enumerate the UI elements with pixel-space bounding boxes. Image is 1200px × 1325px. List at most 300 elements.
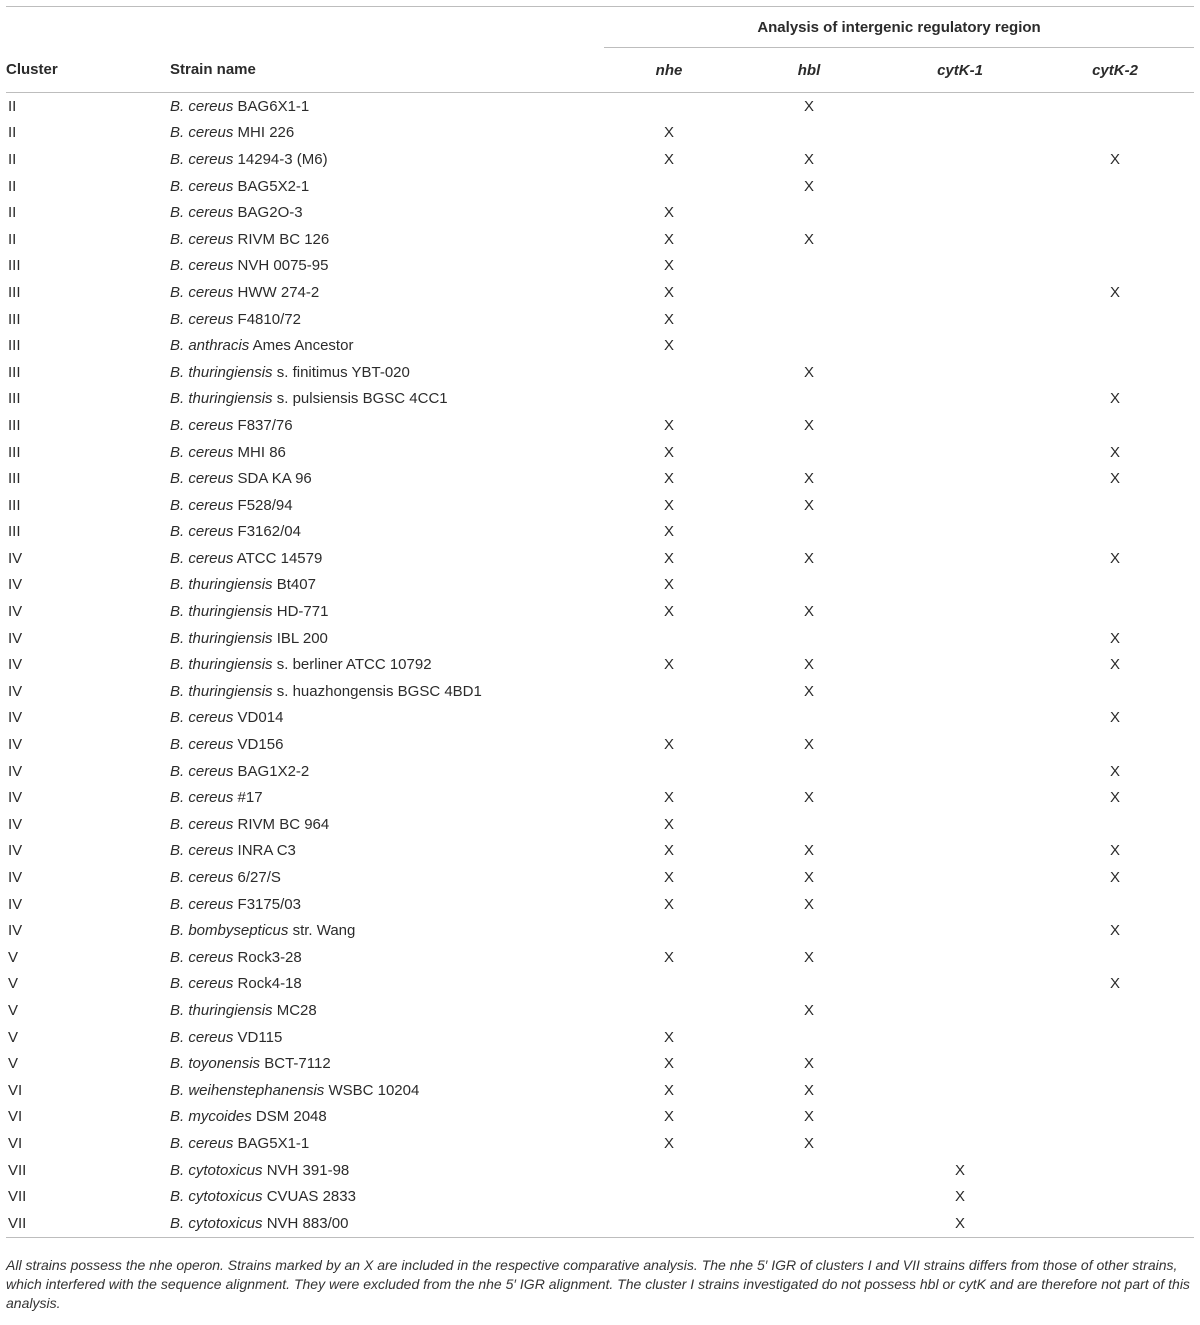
species-name: B. cytotoxicus — [170, 1188, 263, 1206]
cell-cytk1-mark — [884, 226, 1036, 253]
table-row — [6, 359, 1194, 386]
cell-strain-name — [170, 997, 604, 1024]
cell-cluster: III — [8, 470, 21, 488]
cell-strain-name — [170, 1130, 604, 1157]
species-name: B. cereus — [170, 842, 234, 860]
table-row — [6, 306, 1194, 333]
cell-strain-name — [170, 253, 604, 280]
cell-cytk2-mark — [1036, 944, 1194, 971]
cell-cytk2-mark: X — [1110, 443, 1121, 461]
cell-cytk1-mark — [884, 173, 1036, 200]
cell-cluster: III — [8, 390, 21, 408]
species-name: B. thuringiensis — [170, 682, 273, 700]
species-name: B. bombysepticus — [170, 922, 289, 940]
table-row — [6, 1050, 1194, 1077]
table-row — [6, 864, 1194, 891]
cell-cytk2-mark — [1036, 891, 1194, 918]
table-row — [6, 971, 1194, 998]
cell-strain-name — [170, 891, 604, 918]
cell-hbl-mark — [734, 199, 884, 226]
cell-cytk2-mark: X — [1110, 842, 1121, 860]
species-name: B. mycoides — [170, 1108, 252, 1126]
cell-nhe-mark: X — [663, 443, 674, 461]
species-name: B. cereus — [170, 310, 234, 328]
cell-hbl-mark — [734, 1210, 884, 1237]
cell-nhe-mark — [604, 93, 734, 120]
table-row — [6, 572, 1194, 599]
cell-cytk1-mark — [884, 651, 1036, 678]
strain-designation: BAG1X2-2 — [237, 762, 310, 780]
cell-nhe-mark: X — [663, 948, 674, 966]
group-header-row — [6, 7, 1194, 48]
cell-cytk2-mark — [1036, 93, 1194, 120]
cell-cytk1-mark — [884, 492, 1036, 519]
species-name: B. cereus — [170, 283, 234, 301]
strain-designation: s. finitimus YBT-020 — [276, 363, 410, 381]
strain-designation: #17 — [237, 789, 263, 807]
table-row — [6, 492, 1194, 519]
cell-nhe-mark: X — [663, 470, 674, 488]
group-header-igr: Analysis of intergenic regulatory region — [604, 7, 1194, 48]
cell-cytk2-mark: X — [1110, 629, 1121, 647]
table-row — [6, 1024, 1194, 1051]
cell-strain-name — [170, 359, 604, 386]
table-row — [6, 838, 1194, 865]
cell-cluster: III — [8, 337, 21, 355]
cell-nhe-mark: X — [663, 1081, 674, 1099]
cell-nhe-mark: X — [663, 576, 674, 594]
strain-designation: s. huazhongensis BGSC 4BD1 — [276, 682, 482, 700]
cell-strain-name — [170, 1157, 604, 1184]
cell-cytk2-mark — [1036, 572, 1194, 599]
table-row — [6, 146, 1194, 173]
cell-nhe-mark — [604, 1183, 734, 1210]
cell-cytk1-mark — [884, 997, 1036, 1024]
cell-cytk2-mark: X — [1110, 869, 1121, 887]
species-name: B. thuringiensis — [170, 656, 273, 674]
cell-cytk1-mark — [884, 386, 1036, 413]
col-header-hbl: hbl — [734, 48, 884, 93]
cell-cytk2-mark — [1036, 1183, 1194, 1210]
cell-hbl-mark — [734, 120, 884, 147]
table-row — [6, 1130, 1194, 1157]
species-name: B. thuringiensis — [170, 576, 273, 594]
cell-cytk2-mark: X — [1110, 709, 1121, 727]
table-row — [6, 917, 1194, 944]
cell-cytk2-mark — [1036, 598, 1194, 625]
cell-cluster: III — [8, 443, 21, 461]
cell-strain-name — [170, 625, 604, 652]
cell-hbl-mark — [734, 1157, 884, 1184]
cell-cluster: III — [8, 310, 21, 328]
cell-strain-name — [170, 199, 604, 226]
cell-cluster: III — [8, 363, 21, 381]
species-name: B. cereus — [170, 975, 234, 993]
cell-cytk2-mark — [1036, 492, 1194, 519]
strain-designation: BAG5X1-1 — [237, 1134, 310, 1152]
cell-nhe-mark — [604, 173, 734, 200]
cell-hbl-mark: X — [803, 1055, 814, 1073]
cell-cytk1-mark — [884, 306, 1036, 333]
table-row — [6, 386, 1194, 413]
table-row — [6, 1210, 1194, 1237]
cell-cytk1-mark — [884, 625, 1036, 652]
cell-hbl-mark: X — [803, 177, 814, 195]
cell-cytk1-mark: X — [954, 1188, 965, 1206]
cell-nhe-mark: X — [663, 523, 674, 541]
cell-cluster: V — [8, 975, 19, 993]
cell-strain-name — [170, 439, 604, 466]
cell-cluster: V — [8, 1028, 19, 1046]
species-name: B. cytotoxicus — [170, 1214, 263, 1232]
cell-nhe-mark: X — [663, 283, 674, 301]
cell-nhe-mark: X — [663, 150, 674, 168]
cell-strain-name — [170, 226, 604, 253]
species-name: B. cereus — [170, 443, 234, 461]
cell-hbl-mark — [734, 332, 884, 359]
cell-strain-name — [170, 784, 604, 811]
group-header-spacer — [170, 7, 604, 48]
species-name: B. cereus — [170, 470, 234, 488]
cell-nhe-mark: X — [663, 416, 674, 434]
cell-hbl-mark: X — [803, 1001, 814, 1019]
species-name: B. cereus — [170, 789, 234, 807]
cell-cytk2-mark — [1036, 1024, 1194, 1051]
strain-designation: MHI 86 — [237, 443, 286, 461]
strain-designation: MHI 226 — [237, 124, 295, 142]
cell-cytk1-mark — [884, 120, 1036, 147]
cell-strain-name — [170, 678, 604, 705]
cell-cytk1-mark — [884, 731, 1036, 758]
strain-designation: DSM 2048 — [255, 1108, 327, 1126]
cell-cluster: IV — [8, 736, 23, 754]
cell-hbl-mark: X — [803, 603, 814, 621]
species-name: B. thuringiensis — [170, 629, 273, 647]
cell-cytk2-mark: X — [1110, 150, 1121, 168]
cell-hbl-mark — [734, 306, 884, 333]
table-row — [6, 465, 1194, 492]
cell-cluster: VII — [8, 1188, 27, 1206]
cell-nhe-mark — [604, 1157, 734, 1184]
strain-designation: F4810/72 — [237, 310, 301, 328]
cell-strain-name — [170, 545, 604, 572]
cell-cytk2-mark — [1036, 731, 1194, 758]
cell-cytk2-mark: X — [1110, 975, 1121, 993]
cell-hbl-mark — [734, 758, 884, 785]
cell-nhe-mark: X — [663, 496, 674, 514]
table-row — [6, 1104, 1194, 1131]
cell-cluster: II — [8, 150, 17, 168]
cell-hbl-mark: X — [803, 470, 814, 488]
strain-designation: HWW 274-2 — [237, 283, 320, 301]
cell-nhe-mark: X — [663, 1028, 674, 1046]
cell-hbl-mark — [734, 625, 884, 652]
cell-nhe-mark — [604, 678, 734, 705]
table-row — [6, 811, 1194, 838]
cell-cluster: II — [8, 204, 17, 222]
cell-cytk1-mark — [884, 811, 1036, 838]
col-header-nhe: nhe — [604, 48, 734, 93]
cell-strain-name — [170, 519, 604, 546]
cell-cluster: IV — [8, 682, 23, 700]
cell-nhe-mark — [604, 386, 734, 413]
cell-cluster: VI — [8, 1108, 23, 1126]
strain-designation: VD014 — [237, 709, 284, 727]
table-row — [6, 545, 1194, 572]
strain-designation: MC28 — [276, 1001, 317, 1019]
strain-designation: F3162/04 — [237, 523, 301, 541]
cell-strain-name — [170, 465, 604, 492]
cell-strain-name — [170, 838, 604, 865]
strain-designation: F837/76 — [237, 416, 293, 434]
cell-strain-name — [170, 811, 604, 838]
cell-strain-name — [170, 412, 604, 439]
species-name: B. toyonensis — [170, 1055, 261, 1073]
cell-strain-name — [170, 705, 604, 732]
species-name: B. cereus — [170, 895, 234, 913]
cell-cluster: IV — [8, 789, 23, 807]
strain-designation: WSBC 10204 — [328, 1081, 420, 1099]
cell-cytk1-mark — [884, 412, 1036, 439]
strain-designation: 14294-3 (M6) — [237, 150, 328, 168]
cell-strain-name — [170, 1024, 604, 1051]
col-header-cytk2: cytK-2 — [1036, 48, 1194, 93]
cell-cytk1-mark — [884, 572, 1036, 599]
cell-cytk2-mark — [1036, 997, 1194, 1024]
table-row — [6, 226, 1194, 253]
cell-cytk2-mark — [1036, 120, 1194, 147]
cell-cytk1-mark — [884, 359, 1036, 386]
cell-strain-name — [170, 93, 604, 120]
species-name: B. thuringiensis — [170, 603, 273, 621]
cell-hbl-mark: X — [803, 416, 814, 434]
cell-nhe-mark: X — [663, 736, 674, 754]
cell-strain-name — [170, 971, 604, 998]
table-row — [6, 944, 1194, 971]
cell-hbl-mark — [734, 253, 884, 280]
cell-cytk2-mark: X — [1110, 922, 1121, 940]
cell-hbl-mark — [734, 386, 884, 413]
cell-cytk1-mark — [884, 705, 1036, 732]
cell-cluster: II — [8, 177, 17, 195]
cell-cluster: II — [8, 124, 17, 142]
cell-cytk1-mark — [884, 519, 1036, 546]
cell-strain-name — [170, 572, 604, 599]
strain-designation: RIVM BC 126 — [237, 230, 330, 248]
cell-cluster: IV — [8, 815, 23, 833]
cell-hbl-mark: X — [803, 1134, 814, 1152]
table-row — [6, 439, 1194, 466]
table-row — [6, 705, 1194, 732]
cell-hbl-mark: X — [803, 895, 814, 913]
cell-strain-name — [170, 1077, 604, 1104]
strain-designation: ATCC 14579 — [236, 549, 323, 567]
cell-cluster: III — [8, 257, 21, 275]
species-name: B. cereus — [170, 523, 234, 541]
cell-nhe-mark — [604, 997, 734, 1024]
cell-cytk2-mark — [1036, 811, 1194, 838]
cell-strain-name — [170, 651, 604, 678]
cell-cytk2-mark — [1036, 1077, 1194, 1104]
cell-hbl-mark: X — [803, 682, 814, 700]
cell-strain-name — [170, 332, 604, 359]
cell-cluster: III — [8, 416, 21, 434]
cell-strain-name — [170, 864, 604, 891]
species-name: B. cereus — [170, 124, 234, 142]
table-row — [6, 651, 1194, 678]
cell-hbl-mark: X — [803, 230, 814, 248]
cell-cluster: V — [8, 1055, 19, 1073]
species-name: B. cereus — [170, 709, 234, 727]
strain-designation: INRA C3 — [237, 842, 296, 860]
cell-nhe-mark: X — [663, 337, 674, 355]
cell-cytk2-mark: X — [1110, 762, 1121, 780]
table-row — [6, 625, 1194, 652]
cell-cytk1-mark — [884, 1024, 1036, 1051]
cell-cytk2-mark — [1036, 173, 1194, 200]
group-header-spacer — [6, 7, 170, 48]
species-name: B. cereus — [170, 736, 234, 754]
cell-cytk2-mark — [1036, 306, 1194, 333]
cell-cytk1-mark — [884, 146, 1036, 173]
table-row — [6, 784, 1194, 811]
cell-hbl-mark: X — [803, 97, 814, 115]
cell-hbl-mark — [734, 1183, 884, 1210]
cell-cytk1-mark — [884, 279, 1036, 306]
strain-designation: Rock3-28 — [237, 948, 302, 966]
species-name: B. cereus — [170, 1028, 234, 1046]
cell-cytk1-mark — [884, 838, 1036, 865]
cell-nhe-mark — [604, 625, 734, 652]
cell-hbl-mark — [734, 705, 884, 732]
cell-nhe-mark: X — [663, 895, 674, 913]
cell-nhe-mark: X — [663, 1134, 674, 1152]
col-header-strain: Strain name — [170, 48, 604, 93]
cell-hbl-mark — [734, 519, 884, 546]
cell-cluster: IV — [8, 842, 23, 860]
species-name: B. anthracis — [170, 337, 250, 355]
col-header-cluster: Cluster — [6, 48, 170, 93]
cell-cluster: VI — [8, 1134, 23, 1152]
cell-hbl-mark: X — [803, 842, 814, 860]
strain-designation: VD115 — [237, 1028, 283, 1046]
strain-designation: IBL 200 — [276, 629, 328, 647]
table-row — [6, 1183, 1194, 1210]
cell-cytk2-mark — [1036, 199, 1194, 226]
species-name: B. cereus — [170, 150, 234, 168]
species-name: B. cereus — [170, 496, 234, 514]
cell-cluster: IV — [8, 549, 23, 567]
cell-nhe-mark: X — [663, 842, 674, 860]
species-name: B. cereus — [170, 177, 234, 195]
cell-cytk1-mark — [884, 598, 1036, 625]
table-row — [6, 1157, 1194, 1184]
strain-designation: BAG6X1-1 — [237, 97, 310, 115]
cell-nhe-mark: X — [663, 124, 674, 142]
species-name: B. cereus — [170, 549, 234, 567]
cell-cluster: IV — [8, 922, 23, 940]
cell-hbl-mark: X — [803, 1081, 814, 1099]
cell-cytk2-mark — [1036, 1210, 1194, 1237]
cell-cytk1-mark — [884, 439, 1036, 466]
cell-cluster: VII — [6, 1210, 170, 1237]
cell-strain-name — [170, 120, 604, 147]
cell-cluster: IV — [8, 709, 23, 727]
species-name: B. cereus — [170, 97, 234, 115]
cell-cytk2-mark — [1036, 359, 1194, 386]
cell-cytk1-mark: X — [884, 1210, 1036, 1237]
strain-designation: SDA KA 96 — [237, 470, 312, 488]
cell-cluster: VII — [8, 1161, 27, 1179]
cell-nhe-mark — [604, 359, 734, 386]
strain-designation: CVUAS 2833 — [266, 1188, 356, 1206]
cell-cytk2-mark: X — [1110, 470, 1121, 488]
strain-designation: Rock4-18 — [237, 975, 302, 993]
cell-hbl-mark — [734, 917, 884, 944]
column-header-row — [6, 48, 1194, 93]
cell-hbl-mark: X — [803, 150, 814, 168]
cell-cytk1-mark — [884, 784, 1036, 811]
strain-designation: VD156 — [237, 736, 284, 754]
table-row — [6, 412, 1194, 439]
cell-cluster: VI — [8, 1081, 23, 1099]
species-name: B. thuringiensis — [170, 390, 273, 408]
cell-cytk1-mark — [884, 678, 1036, 705]
cell-cytk1-mark — [884, 971, 1036, 998]
cell-nhe-mark: X — [663, 230, 674, 248]
cell-cluster: IV — [8, 656, 23, 674]
table-row — [6, 332, 1194, 359]
cell-hbl-mark: X — [803, 948, 814, 966]
table-body — [6, 93, 1194, 1238]
cell-strain-name — [170, 598, 604, 625]
cell-strain-name — [170, 731, 604, 758]
species-name: B. cereus — [170, 948, 234, 966]
cell-hbl-mark: X — [803, 736, 814, 754]
cell-hbl-mark: X — [803, 1108, 814, 1126]
cell-cytk2-mark — [1036, 253, 1194, 280]
cell-nhe-mark: X — [663, 815, 674, 833]
cell-cytk2-mark — [1036, 412, 1194, 439]
cell-cytk1-mark — [884, 253, 1036, 280]
cell-cytk2-mark — [1036, 1130, 1194, 1157]
species-name: B. weihenstephanensis — [170, 1081, 325, 1099]
cell-strain-name — [170, 1210, 604, 1237]
table-row — [6, 997, 1194, 1024]
cell-cytk2-mark — [1036, 678, 1194, 705]
cell-cytk2-mark: X — [1110, 549, 1121, 567]
cell-cytk1-mark — [884, 1077, 1036, 1104]
col-header-cytk1: cytK-1 — [884, 48, 1036, 93]
cell-cluster: III — [8, 523, 21, 541]
cell-cytk2-mark — [1036, 1157, 1194, 1184]
table-row — [6, 519, 1194, 546]
table-row — [6, 891, 1194, 918]
cell-cluster: IV — [8, 762, 23, 780]
cell-hbl-mark: X — [803, 789, 814, 807]
cell-cytk1-mark — [884, 758, 1036, 785]
strain-designation: BCT-7112 — [264, 1055, 331, 1073]
cell-nhe-mark — [604, 917, 734, 944]
strain-designation: Bt407 — [276, 576, 316, 594]
species-name: B. cereus — [170, 204, 234, 222]
table-row — [6, 1077, 1194, 1104]
table-row — [6, 731, 1194, 758]
cell-cytk1-mark — [884, 545, 1036, 572]
cell-strain-name — [170, 944, 604, 971]
cell-hbl-mark: X — [803, 496, 814, 514]
cell-strain-name — [170, 173, 604, 200]
